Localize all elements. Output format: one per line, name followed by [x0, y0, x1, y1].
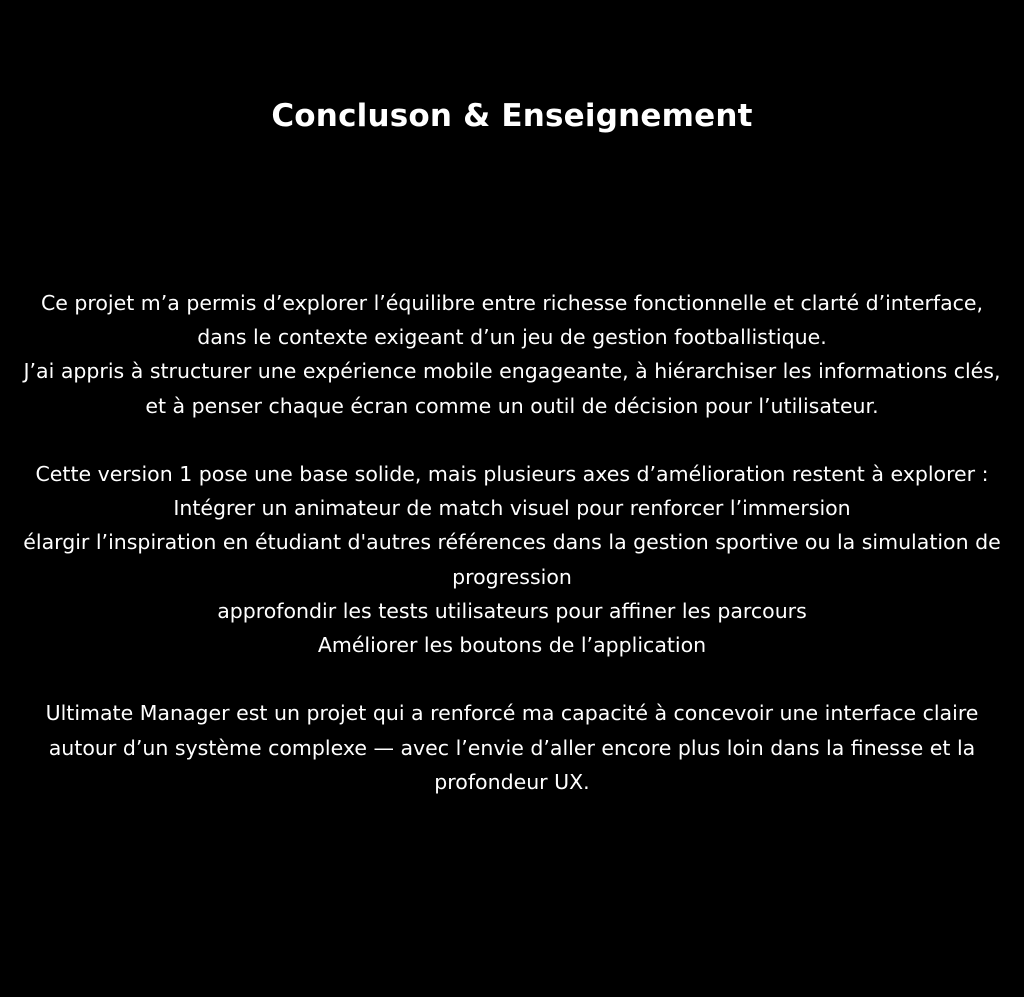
- conclusion-body: [20, 286, 1004, 799]
- improvement-item: élargir l’inspiration en étudiant d'autres références dans la gestion sportive ou la simulation de progression: [23, 530, 1001, 589]
- improvements-intro: Cette version 1 pose une base solide, mais plusieurs axes d’amélioration restent à explorer :: [35, 462, 989, 486]
- paragraph-spacer: [20, 423, 1004, 457]
- paragraph-spacer: [20, 662, 1004, 696]
- improvement-item: approfondir les tests utilisateurs pour affiner les parcours: [217, 598, 807, 623]
- improvement-item: Intégrer un animateur de match visuel pour renforcer l’immersion: [173, 496, 851, 521]
- page-title: Concluson & Enseignement: [271, 98, 753, 134]
- paragraph-1-line-1: Ce projet m’a permis d’explorer l’équilibre entre richesse fonctionnelle et clarté d’interface, dans le contexte exigeant d’un jeu de gestion footballistique.: [40, 291, 984, 350]
- paragraph-1-line-2: J’ai appris à structurer une expérience mobile engageante, à hiérarchiser les informations clés, et à penser chaque écran comme un outil de décision pour l’utilisateur.: [23, 359, 1001, 418]
- closing-paragraph: Ultimate Manager est un projet qui a renforcé ma capacité à concevoir une interface claire autour d’un système complexe — avec l’envie d’aller encore plus loin dans la finesse et la profondeur UX.: [45, 701, 979, 794]
- improvement-item: Améliorer les boutons de l’application: [317, 633, 707, 658]
